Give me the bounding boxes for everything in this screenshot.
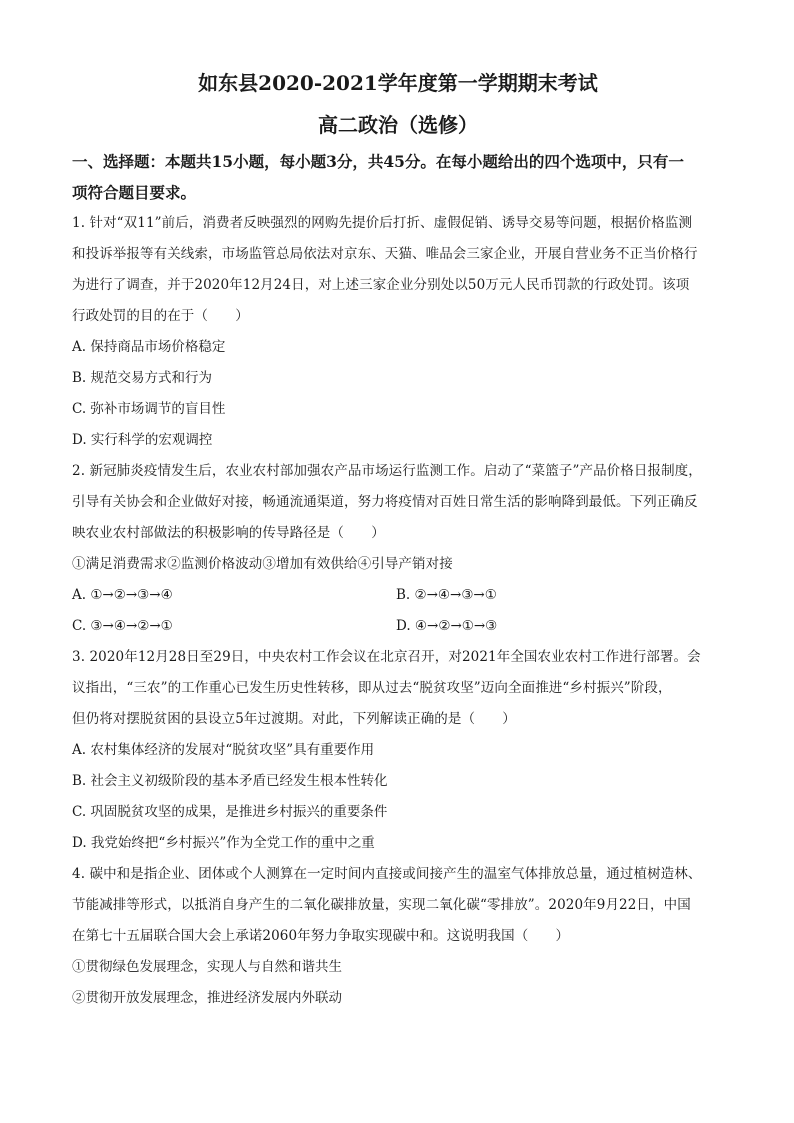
exam-subtitle: 高二政治（选修） <box>318 113 478 137</box>
question-3 <box>72 642 724 859</box>
section-heading <box>72 146 724 208</box>
option-a: A. ①→②→③→④ <box>72 587 173 603</box>
question-stem-line: 2. 新冠肺炎疫情发生后，农业农村部加强农产品市场运行监测工作。启动了“菜篮子”产品价格日报制度， <box>72 463 702 479</box>
question-2 <box>72 456 724 642</box>
question-stem-line: 行政处罚的目的在于（ ） <box>72 308 249 324</box>
option-c: C. 巩固脱贫攻坚的成果，是推进乡村振兴的重要条件 <box>72 804 388 820</box>
question-stem-line: 议指出，“三农”的工作重心已发生历史性转移，即从过去“脱贫攻坚”迈向全面推进“乡村振兴”阶段， <box>72 680 672 696</box>
question-stem-line: 1. 针对“双11”前后，消费者反映强烈的网购先提价后打折、虚假促销、诱导交易等问题，根据价格监测 <box>72 215 693 231</box>
exam-title: 如东县2020-2021学年度第一学期期末考试 <box>198 71 598 95</box>
option-d: D. ④→②→①→③ <box>396 618 498 634</box>
question-items: ①满足消费需求②监测价格波动③增加有效供给④引导产销对接 <box>72 556 453 572</box>
option-a: A. 农村集体经济的发展对“脱贫攻坚”具有重要作用 <box>72 742 375 758</box>
options-row <box>72 611 724 642</box>
option-b: B. 规范交易方式和行为 <box>72 370 213 386</box>
section-heading-line: 项符合题目要求。 <box>72 183 197 202</box>
question-1 <box>72 208 724 456</box>
option-c: C. 弥补市场调节的盲目性 <box>72 401 226 417</box>
question-stem-line: 为进行了调查，并于2020年12月24日，对上述三家企业分别处以50万元人民币罚款的行政处罚。该项 <box>72 277 690 293</box>
question-item: ①贯彻绿色发展理念，实现人与自然和谐共生 <box>72 959 342 975</box>
question-4 <box>72 859 724 1014</box>
question-stem-line: 引导有关协会和企业做好对接，畅通流通渠道，努力将疫情对百姓日常生活的影响降到最低。下列正确反 <box>72 494 698 510</box>
question-item: ②贯彻开放发展理念，推进经济发展内外联动 <box>72 990 342 1006</box>
option-b: B. 社会主义初级阶段的基本矛盾已经发生根本性转化 <box>72 773 388 789</box>
option-d: D. 实行科学的宏观调控 <box>72 432 213 448</box>
option-c: C. ③→④→②→① <box>72 618 173 634</box>
exam-page <box>72 60 724 1014</box>
question-stem-line: 在第七十五届联合国大会上承诺2060年努力争取实现碳中和。这说明我国（ ） <box>72 928 570 944</box>
question-stem-line: 4. 碳中和是指企业、团体或个人测算在一定时间内直接或间接产生的温室气体排放总量，通过植树造林、 <box>72 866 702 882</box>
option-d: D. 我党始终把“乡村振兴”作为全党工作的重中之重 <box>72 835 375 851</box>
question-stem-line: 映农业农村部做法的积极影响的传导路径是（ ） <box>72 525 385 541</box>
question-stem-line: 3. 2020年12月28日至29日，中央农村工作会议在北京召开，对2021年全国农业农村工作进行部署。会 <box>72 649 701 665</box>
option-b: B. ②→④→③→① <box>396 587 497 603</box>
question-stem-line: 和投诉举报等有关线索，市场监管总局依法对京东、天猫、唯品会三家企业，开展自营业务不正当价格行 <box>72 246 698 262</box>
question-stem-line: 但仍将对摆脱贫困的县设立5年过渡期。对此，下列解读正确的是（ ） <box>72 711 516 727</box>
question-stem-line: 节能减排等形式，以抵消自身产生的二氧化碳排放量，实现二氧化碳“零排放”。2020年9月22日，中国 <box>72 897 691 913</box>
section-heading-line: 一、选择题：本题共15小题，每小题3分，共45分。在每小题给出的四个选项中，只有一 <box>72 152 684 171</box>
option-a: A. 保持商品市场价格稳定 <box>72 339 226 355</box>
options-row <box>72 580 724 611</box>
